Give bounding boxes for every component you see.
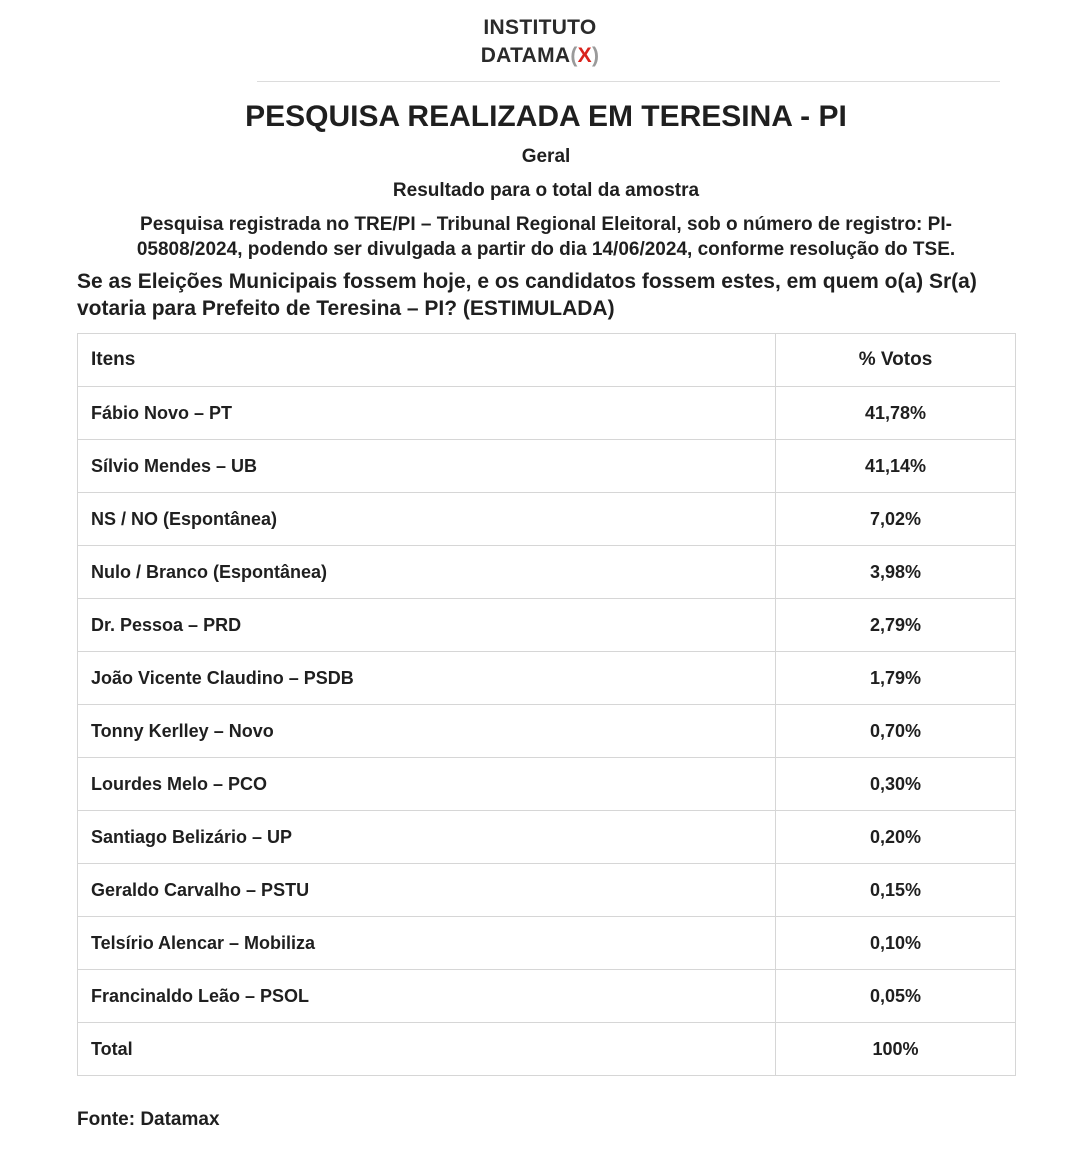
row-item: NS / NO (Espontânea): [78, 493, 776, 546]
row-item: Lourdes Melo – PCO: [78, 758, 776, 811]
row-item: Geraldo Carvalho – PSTU: [78, 864, 776, 917]
table-header-row: [78, 334, 1016, 387]
table-row: [78, 546, 1016, 599]
institute-logo: [0, 14, 1080, 70]
table-row: [78, 493, 1016, 546]
logo-line-instituto: INSTITUTO: [483, 16, 597, 39]
logo-paren-open: (: [570, 44, 578, 67]
source-note: Fonte: Datamax: [77, 1109, 220, 1130]
header-votes: % Votos: [776, 334, 1016, 387]
table-row: [78, 652, 1016, 705]
row-votes: 0,15%: [776, 864, 1016, 917]
table-row: [78, 705, 1016, 758]
row-votes: 2,79%: [776, 599, 1016, 652]
registration-note: Pesquisa registrada no TRE/PI – Tribunal Regional Eleitoral, sob o número de registro: PI-05808/2024, podendo ser divulgada a partir do dia 14/06/2024, conforme resolução do TSE.: [136, 214, 956, 260]
row-item: Fábio Novo – PT: [78, 387, 776, 440]
subtitle-geral: Geral: [521, 146, 571, 167]
page-title: PESQUISA REALIZADA EM TERESINA - PI: [245, 100, 847, 133]
logo-datama-text: DATAMA: [480, 44, 571, 67]
row-votes: 0,20%: [776, 811, 1016, 864]
total-votes: 100%: [776, 1023, 1016, 1076]
table-row: [78, 440, 1016, 493]
row-item: Santiago Belizário – UP: [78, 811, 776, 864]
logo-x-mark: X: [577, 44, 592, 67]
row-votes: 41,14%: [776, 440, 1016, 493]
row-votes: 0,30%: [776, 758, 1016, 811]
table-row: [78, 811, 1016, 864]
row-item: Telsírio Alencar – Mobiliza: [78, 917, 776, 970]
logo-paren-close: ): [591, 44, 600, 67]
subtitle-sample: Resultado para o total da amostra: [392, 180, 700, 201]
row-votes: 1,79%: [776, 652, 1016, 705]
table-row: [78, 758, 1016, 811]
table-row: [78, 599, 1016, 652]
row-item: Sílvio Mendes – UB: [78, 440, 776, 493]
row-item: Dr. Pessoa – PRD: [78, 599, 776, 652]
row-votes: 3,98%: [776, 546, 1016, 599]
row-votes: 0,70%: [776, 705, 1016, 758]
table-row: [78, 970, 1016, 1023]
logo-line-datamax: [0, 42, 1080, 70]
row-item: Nulo / Branco (Espontânea): [78, 546, 776, 599]
total-label: Total: [78, 1023, 776, 1076]
header-divider: [257, 81, 1000, 82]
row-item: Tonny Kerlley – Novo: [78, 705, 776, 758]
header-items: Itens: [78, 334, 776, 387]
table-row: [78, 387, 1016, 440]
row-votes: 7,02%: [776, 493, 1016, 546]
results-table: [77, 333, 1016, 1076]
survey-question: Se as Eleições Municipais fossem hoje, e os candidatos fossem estes, em quem o(a) Sr(a) votaria para Prefeito de Teresina – PI? (ESTIMULADA): [77, 270, 977, 320]
row-item: Francinaldo Leão – PSOL: [78, 970, 776, 1023]
table-row: [78, 917, 1016, 970]
table-total-row: [78, 1023, 1016, 1076]
row-item: João Vicente Claudino – PSDB: [78, 652, 776, 705]
row-votes: 0,10%: [776, 917, 1016, 970]
table-row: [78, 864, 1016, 917]
row-votes: 0,05%: [776, 970, 1016, 1023]
row-votes: 41,78%: [776, 387, 1016, 440]
